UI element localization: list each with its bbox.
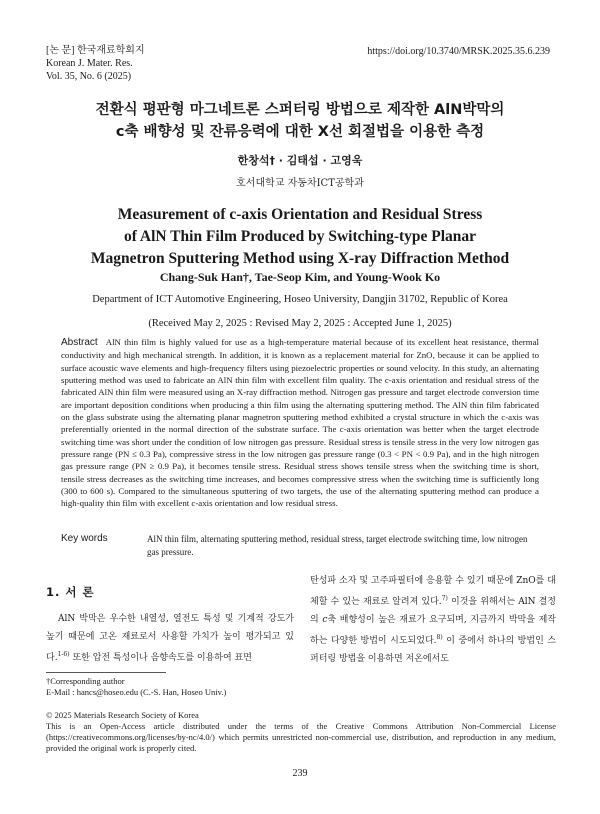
english-title-line3: Magnetron Sputtering Method using X-ray Diffraction Method [90, 250, 510, 267]
english-affiliation: Department of ICT Automotive Engineering, Hoseo University, Dangjin 31702, Republic of Korea [92, 294, 508, 305]
intro-right-italic-c: c [322, 615, 328, 625]
copyright-line: © 2025 Materials Research Society of Korea [46, 710, 199, 720]
english-authors: Chang-Suk Han†, Tae-Seop Kim, and Young-Wook Ko [159, 270, 441, 284]
license-text: This is an Open-Access article distributed under the terms of the Creative Commons Attribution Non-Commercial License (https://creativecommons.org/licenses/by-nc/4.0/) which permits unrestricted non-commercial use, distribution, and reproduction in any medium, provided the original work is properly cited. [46, 721, 556, 753]
journal-volume: Vol. 35, No. 6 (2025) [46, 71, 132, 82]
korean-title-line2: c축 배향성 및 잔류응력에 대한 X선 회절법을 이용한 측정 [115, 124, 485, 140]
citation-7[interactable]: 7) [441, 595, 448, 602]
abstract-text: AlN thin film is highly valued for use as a high-temperature material because of its excellent heat resistance, thermal conductivity and high mechanical strength. In addition, it is known as a replacement material for ZnO, because it can be applied to surface acoustic wave elements and high-frequency filters using piezoelectric properties or sound velocity. In this study, an alternating sputtering method was used to fabricate an AlN thin film with excellent film quality. The c-axis orientation and residual stress of the fabricated AlN thin film were measured using an X-ray diffraction method. Nitrogen gas pressure and target electrode conversion time are important deposition conditions when producing a thin film using the alternating sputtering method. The AlN thin film fabricated on the glass substrate using the alternating planar magnetron sputtering method exhibited a crystal structure in which the c-axis was preferentially oriented in the normal direction of the substrate surface. The c-axis orientation was better when the target electrode switching time was short under the condition of low nitrogen gas pressure. Residual stress is tensile stress in the very low nitrogen gas pressure range (PN ≤ 0.3 Pa), compressive stress in the low nitrogen gas pressure range (0.3 < PN < 0.9 Pa), and in the high nitrogen gas pressure range (PN ≥ 0.9 Pa), it becomes tensile stress. Residual stress shows tensile stress when the switching time is short, tensile stress decreases as the switching time increases, and becomes compressive stress when the switching time is sufficiently long (300 to 600 s). Compared to the simultaneous sputtering of two targets, the use of the alternating sputtering method can produce a high-quality thin film with excellent c-axis orientation and low residual stress. [61, 337, 539, 509]
journal-name-english: Korean J. Mater. Res. [46, 58, 133, 69]
intro-left-text: AlN 박막은 우수한 내열성, 열전도 특성 및 기계적 강도가 높기 때문에 고온 재료로서 사용할 가치가 높이 평가되고 있다. [46, 614, 294, 663]
page-number: 239 [292, 768, 308, 779]
english-title [60, 204, 540, 270]
intro-right-text1: 탄성파 소자 및 고주파필터에 응용할 수 있기 때문에 ZnO를 대체할 수 있는 재료로 알려져 있다. [310, 576, 556, 607]
footnote-divider [46, 672, 166, 673]
doi-link[interactable]: https://doi.org/10.3740/MRSK.2025.35.6.239 [367, 46, 550, 57]
korean-affiliation: 호서대학교 자동차ICT공학과 [236, 178, 364, 189]
keywords [61, 533, 539, 558]
journal-header [46, 44, 145, 83]
keywords-label: Key words [61, 533, 108, 544]
citation-8[interactable]: 8) [436, 634, 443, 641]
journal-name-korean: [논 문] 한국재료학회지 [46, 45, 145, 56]
english-title-line1: Measurement of c-axis Orientation and Residual Stress [117, 206, 483, 223]
keywords-text: AlN thin film, alternating sputtering method, residual stress, target electrode switching time, low nitrogen gas pressure. [147, 534, 528, 557]
intro-right-column [310, 572, 556, 668]
korean-title-line1: 전환식 평판형 마그네트론 스퍼터링 방법으로 제작한 AlN박막의 [95, 102, 505, 118]
received-dates: (Received May 2, 2025 : Revised May 2, 2025 : Accepted June 1, 2025) [148, 318, 452, 329]
corresponding-author-footnote [46, 676, 556, 698]
english-title-line2: of AlN Thin Film Produced by Switching-type Planar [123, 228, 477, 245]
intro-right-text2: 이것을 위해서는 AlN 결정의 [310, 597, 556, 625]
korean-title [40, 99, 560, 143]
section-heading-introduction: 1. 서 론 [46, 585, 95, 599]
intro-left-text2: 또한 압전 특성이나 음향속도를 이용하여 표면 [69, 653, 252, 663]
abstract-label: Abstract [61, 337, 98, 348]
korean-authors: 한창석† · 김태섭 · 고영욱 [237, 154, 363, 167]
citation-1-6[interactable]: 1-6) [57, 651, 70, 658]
intro-right-text4: 이 중에서 하나의 방법인 스퍼터링 방법을 이용하면 저온에서도 [310, 636, 556, 664]
footnote-email[interactable]: E-Mail : hancs@hoseo.edu (C.-S. Han, Hoseo Univ.) [46, 687, 227, 697]
footnote-line1: †Corresponding author [46, 676, 125, 686]
intro-left-column [46, 610, 294, 667]
license-notice [46, 710, 556, 754]
intro-right-text3: 축 배향성이 높은 재료가 요구되며, 지금까지 박막을 제작하는 다양한 방법이 시도되었다. [310, 615, 556, 646]
abstract [61, 336, 539, 510]
